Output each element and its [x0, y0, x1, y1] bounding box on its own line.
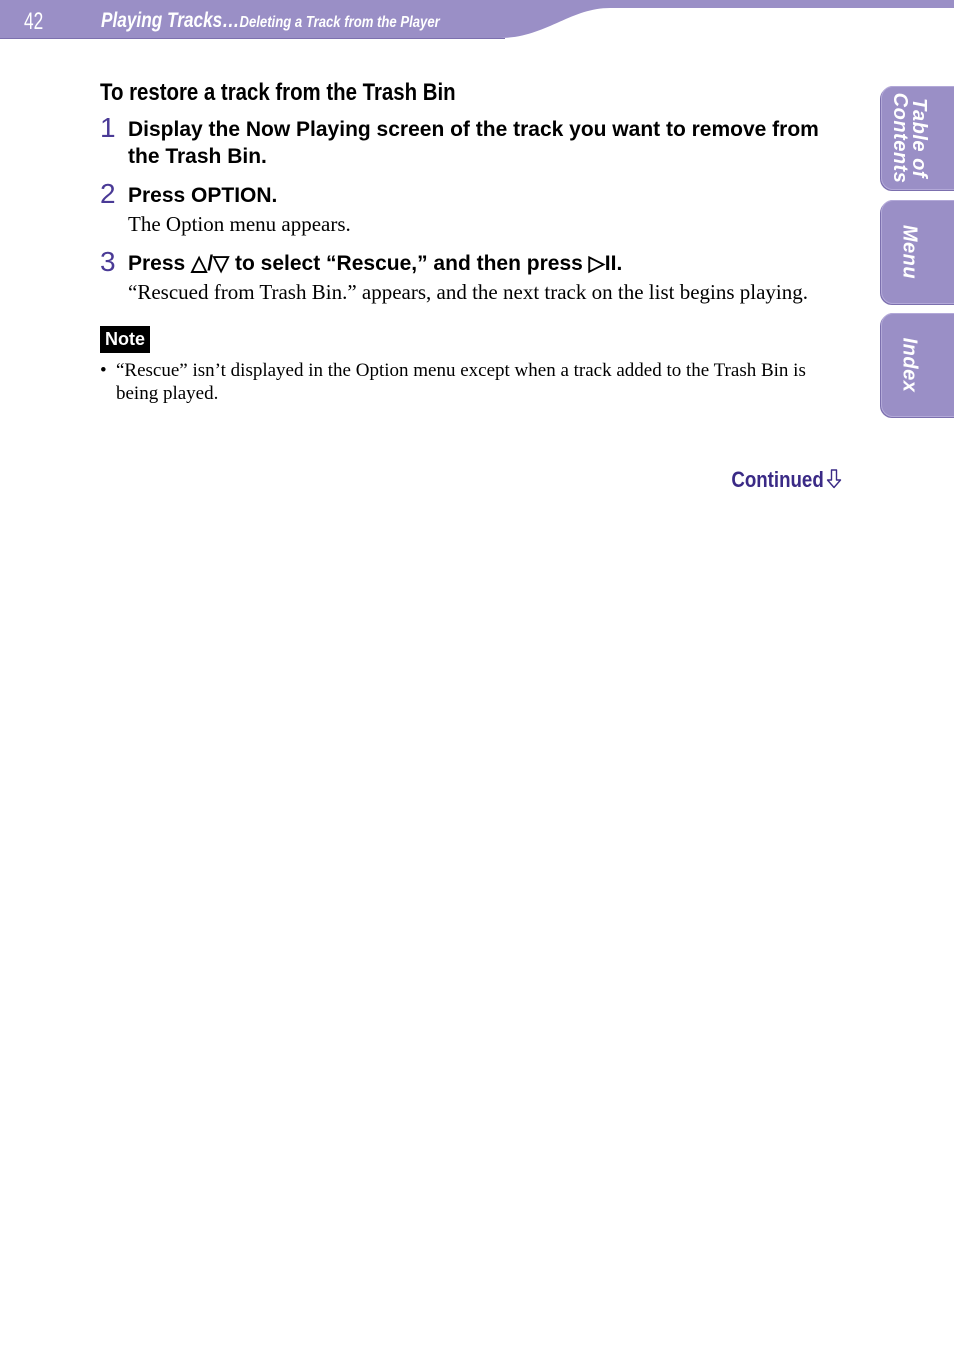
step-1 [100, 112, 850, 170]
tab-table-of-contents[interactable] [881, 86, 954, 190]
tab-menu-label: Menu [898, 224, 921, 280]
section-heading: To restore a track from the Trash Bin [100, 79, 456, 106]
page-header [0, 0, 954, 42]
breadcrumb-ellipsis: … [222, 9, 240, 32]
continued-label: Continued [731, 467, 824, 492]
breadcrumb [101, 9, 440, 33]
tab-index[interactable] [881, 313, 954, 417]
step-title: Press OPTION. [128, 184, 278, 207]
step-number: 3 [100, 246, 116, 277]
step-description: The Option menu appears. [128, 212, 351, 236]
arrow-down-icon [826, 469, 842, 495]
note-item [100, 359, 844, 405]
step-description: “Rescued from Trash Bin.” appears, and the next track on the list begins playing. [128, 280, 809, 304]
bullet-icon: • [100, 360, 107, 381]
note-text: “Rescue” isn’t displayed in the Option menu except when a track added to the Trash Bin is being played. [116, 360, 806, 404]
tab-menu[interactable] [881, 200, 954, 304]
continued-link[interactable] [715, 467, 842, 495]
step-number: 1 [100, 112, 116, 143]
step-number: 2 [100, 178, 116, 209]
main-content [100, 76, 850, 405]
step-2 [100, 178, 850, 238]
page-number: 42 [24, 8, 44, 35]
breadcrumb-section: Playing Tracks [101, 9, 223, 32]
breadcrumb-subsection: Deleting a Track from the Player [239, 14, 440, 31]
step-title: Press △/▽ to select “Rescue,” and then press ▷II. [128, 252, 623, 275]
tab-table-of-contents-label: Table of Contents [889, 92, 930, 184]
step-title: Display the Now Playing screen of the track you want to remove from the Trash Bin. [128, 118, 819, 168]
tab-index-label: Index [898, 337, 921, 393]
note-label: Note [100, 326, 150, 353]
step-3 [100, 246, 850, 306]
